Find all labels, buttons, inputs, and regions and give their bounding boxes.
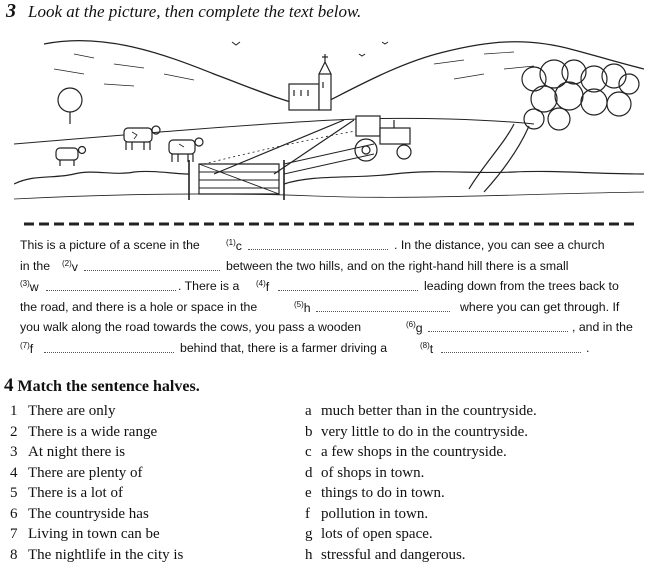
gap-number: (1) [226, 238, 236, 247]
gap-letter: f [265, 280, 270, 295]
church-icon [289, 54, 331, 110]
cow-icon [56, 147, 86, 167]
passage-text: where you can get through. If [460, 299, 620, 314]
gap-number: (7) [20, 340, 30, 350]
item-number: 7 [10, 526, 18, 542]
answer-blank[interactable] [441, 352, 581, 353]
list-item[interactable] [10, 526, 183, 547]
passage-text: the road, and there is a hole or space in the [20, 299, 258, 314]
gap-1 [226, 238, 242, 253]
gap-letter: w [29, 280, 39, 295]
exercise-4-number: 4 [4, 375, 14, 396]
passage-text: leading down from the trees back to [424, 279, 619, 294]
list-item[interactable] [10, 485, 183, 506]
item-letter: c [305, 444, 312, 460]
gap-6 [406, 320, 423, 335]
answer-blank[interactable] [278, 290, 418, 291]
item-letter: b [305, 423, 313, 440]
gap-number: (4) [256, 279, 266, 289]
list-item[interactable] [10, 444, 183, 465]
answer-blank[interactable] [84, 270, 220, 271]
passage-text: behind that, there is a farmer driving a [180, 340, 388, 355]
sentence-endings-list [305, 403, 537, 567]
gap-letter: t [429, 341, 434, 356]
passage-text: . There is a [178, 279, 240, 294]
list-item[interactable] [305, 526, 537, 547]
item-number: 1 [10, 403, 18, 419]
gap-letter: h [303, 300, 311, 315]
item-letter: h [305, 546, 313, 563]
gap-4 [256, 279, 269, 294]
item-text: There are only [28, 403, 116, 419]
passage-text: in the [20, 258, 51, 273]
item-text: a few shops in the countryside. [321, 444, 507, 460]
passage-text: . In the distance, you can see a church [394, 238, 605, 252]
cloze-passage [20, 238, 640, 362]
gap-5 [294, 300, 311, 315]
gap-letter: c [235, 239, 242, 253]
gap-number: (6) [406, 320, 416, 330]
passage-line [20, 320, 640, 341]
gap-number: (2) [62, 258, 72, 268]
exercise-3-heading [6, 0, 361, 23]
item-number: 2 [10, 423, 18, 440]
answer-blank[interactable] [316, 311, 450, 312]
list-item[interactable] [305, 485, 537, 506]
list-item[interactable] [305, 403, 537, 424]
gap-number: (5) [294, 299, 304, 309]
gap-letter: f [29, 341, 34, 356]
exercise-3-instruction: Look at the picture, then complete the text below. [28, 2, 362, 21]
item-text: The nightlife in the city is [28, 546, 184, 563]
gap-8 [420, 341, 433, 356]
list-item[interactable] [10, 547, 183, 568]
gap-3 [20, 279, 39, 294]
item-text: stressful and dangerous. [321, 546, 466, 563]
item-letter: a [305, 403, 312, 419]
gap-letter: g [415, 321, 423, 336]
gap-2 [62, 259, 78, 274]
item-letter: g [305, 526, 313, 542]
list-item[interactable] [305, 465, 537, 486]
item-text: There is a lot of [28, 485, 123, 501]
item-text: There are plenty of [28, 464, 143, 481]
cow-icon [124, 126, 160, 150]
item-text: pollution in town. [321, 505, 429, 522]
answer-blank[interactable] [44, 352, 174, 353]
item-text: things to do in town. [321, 485, 445, 501]
passage-line [20, 279, 640, 300]
exercise-3-number: 3 [6, 0, 16, 22]
exercise-4-instruction: Match the sentence halves. [17, 378, 200, 395]
list-item[interactable] [305, 444, 537, 465]
gap-number: (3) [20, 279, 30, 289]
item-letter: f [305, 505, 310, 522]
passage-text: This is a picture of a scene in the [20, 238, 200, 252]
passage-line [20, 341, 640, 362]
item-number: 5 [10, 485, 18, 501]
item-number: 8 [10, 546, 18, 563]
item-text: At night there is [28, 444, 126, 460]
cow-icon [169, 138, 203, 162]
item-text: of shops in town. [321, 464, 425, 481]
list-item[interactable] [10, 424, 183, 445]
item-letter: d [305, 464, 313, 481]
answer-blank[interactable] [46, 290, 176, 291]
tree-icon [58, 88, 82, 124]
answer-blank[interactable] [428, 331, 568, 332]
gap-7 [20, 341, 33, 356]
list-item[interactable] [305, 547, 537, 568]
item-text: very little to do in the countryside. [321, 423, 529, 440]
item-text: much better than in the countryside. [321, 403, 537, 419]
list-item[interactable] [305, 424, 537, 445]
passage-line [20, 259, 640, 280]
gap-number: (8) [420, 340, 430, 350]
item-number: 6 [10, 505, 18, 522]
item-text: lots of open space. [321, 526, 433, 542]
countryside-scene-illustration [14, 24, 644, 234]
gap-letter: v [71, 259, 78, 274]
list-item[interactable] [10, 506, 183, 527]
list-item[interactable] [10, 465, 183, 486]
item-number: 3 [10, 444, 18, 460]
exercise-4-heading [4, 375, 200, 397]
passage-text: between the two hills, and on the right-hand hill there is a small [226, 258, 569, 273]
passage-line [20, 238, 640, 259]
sentence-beginnings-list [10, 403, 183, 567]
passage-text: you walk along the road towards the cows, you pass a wooden [20, 320, 362, 335]
item-number: 4 [10, 464, 18, 481]
item-text: There is a wide range [28, 423, 158, 440]
passage-text: , and in the [572, 320, 633, 335]
passage-text: . [586, 340, 590, 355]
list-item[interactable] [305, 506, 537, 527]
item-text: Living in town can be [28, 526, 160, 542]
passage-line [20, 300, 640, 321]
tractor-icon [355, 116, 411, 161]
list-item[interactable] [10, 403, 183, 424]
item-text: The countryside has [28, 505, 149, 522]
answer-blank[interactable] [248, 249, 388, 250]
item-letter: e [305, 485, 312, 501]
